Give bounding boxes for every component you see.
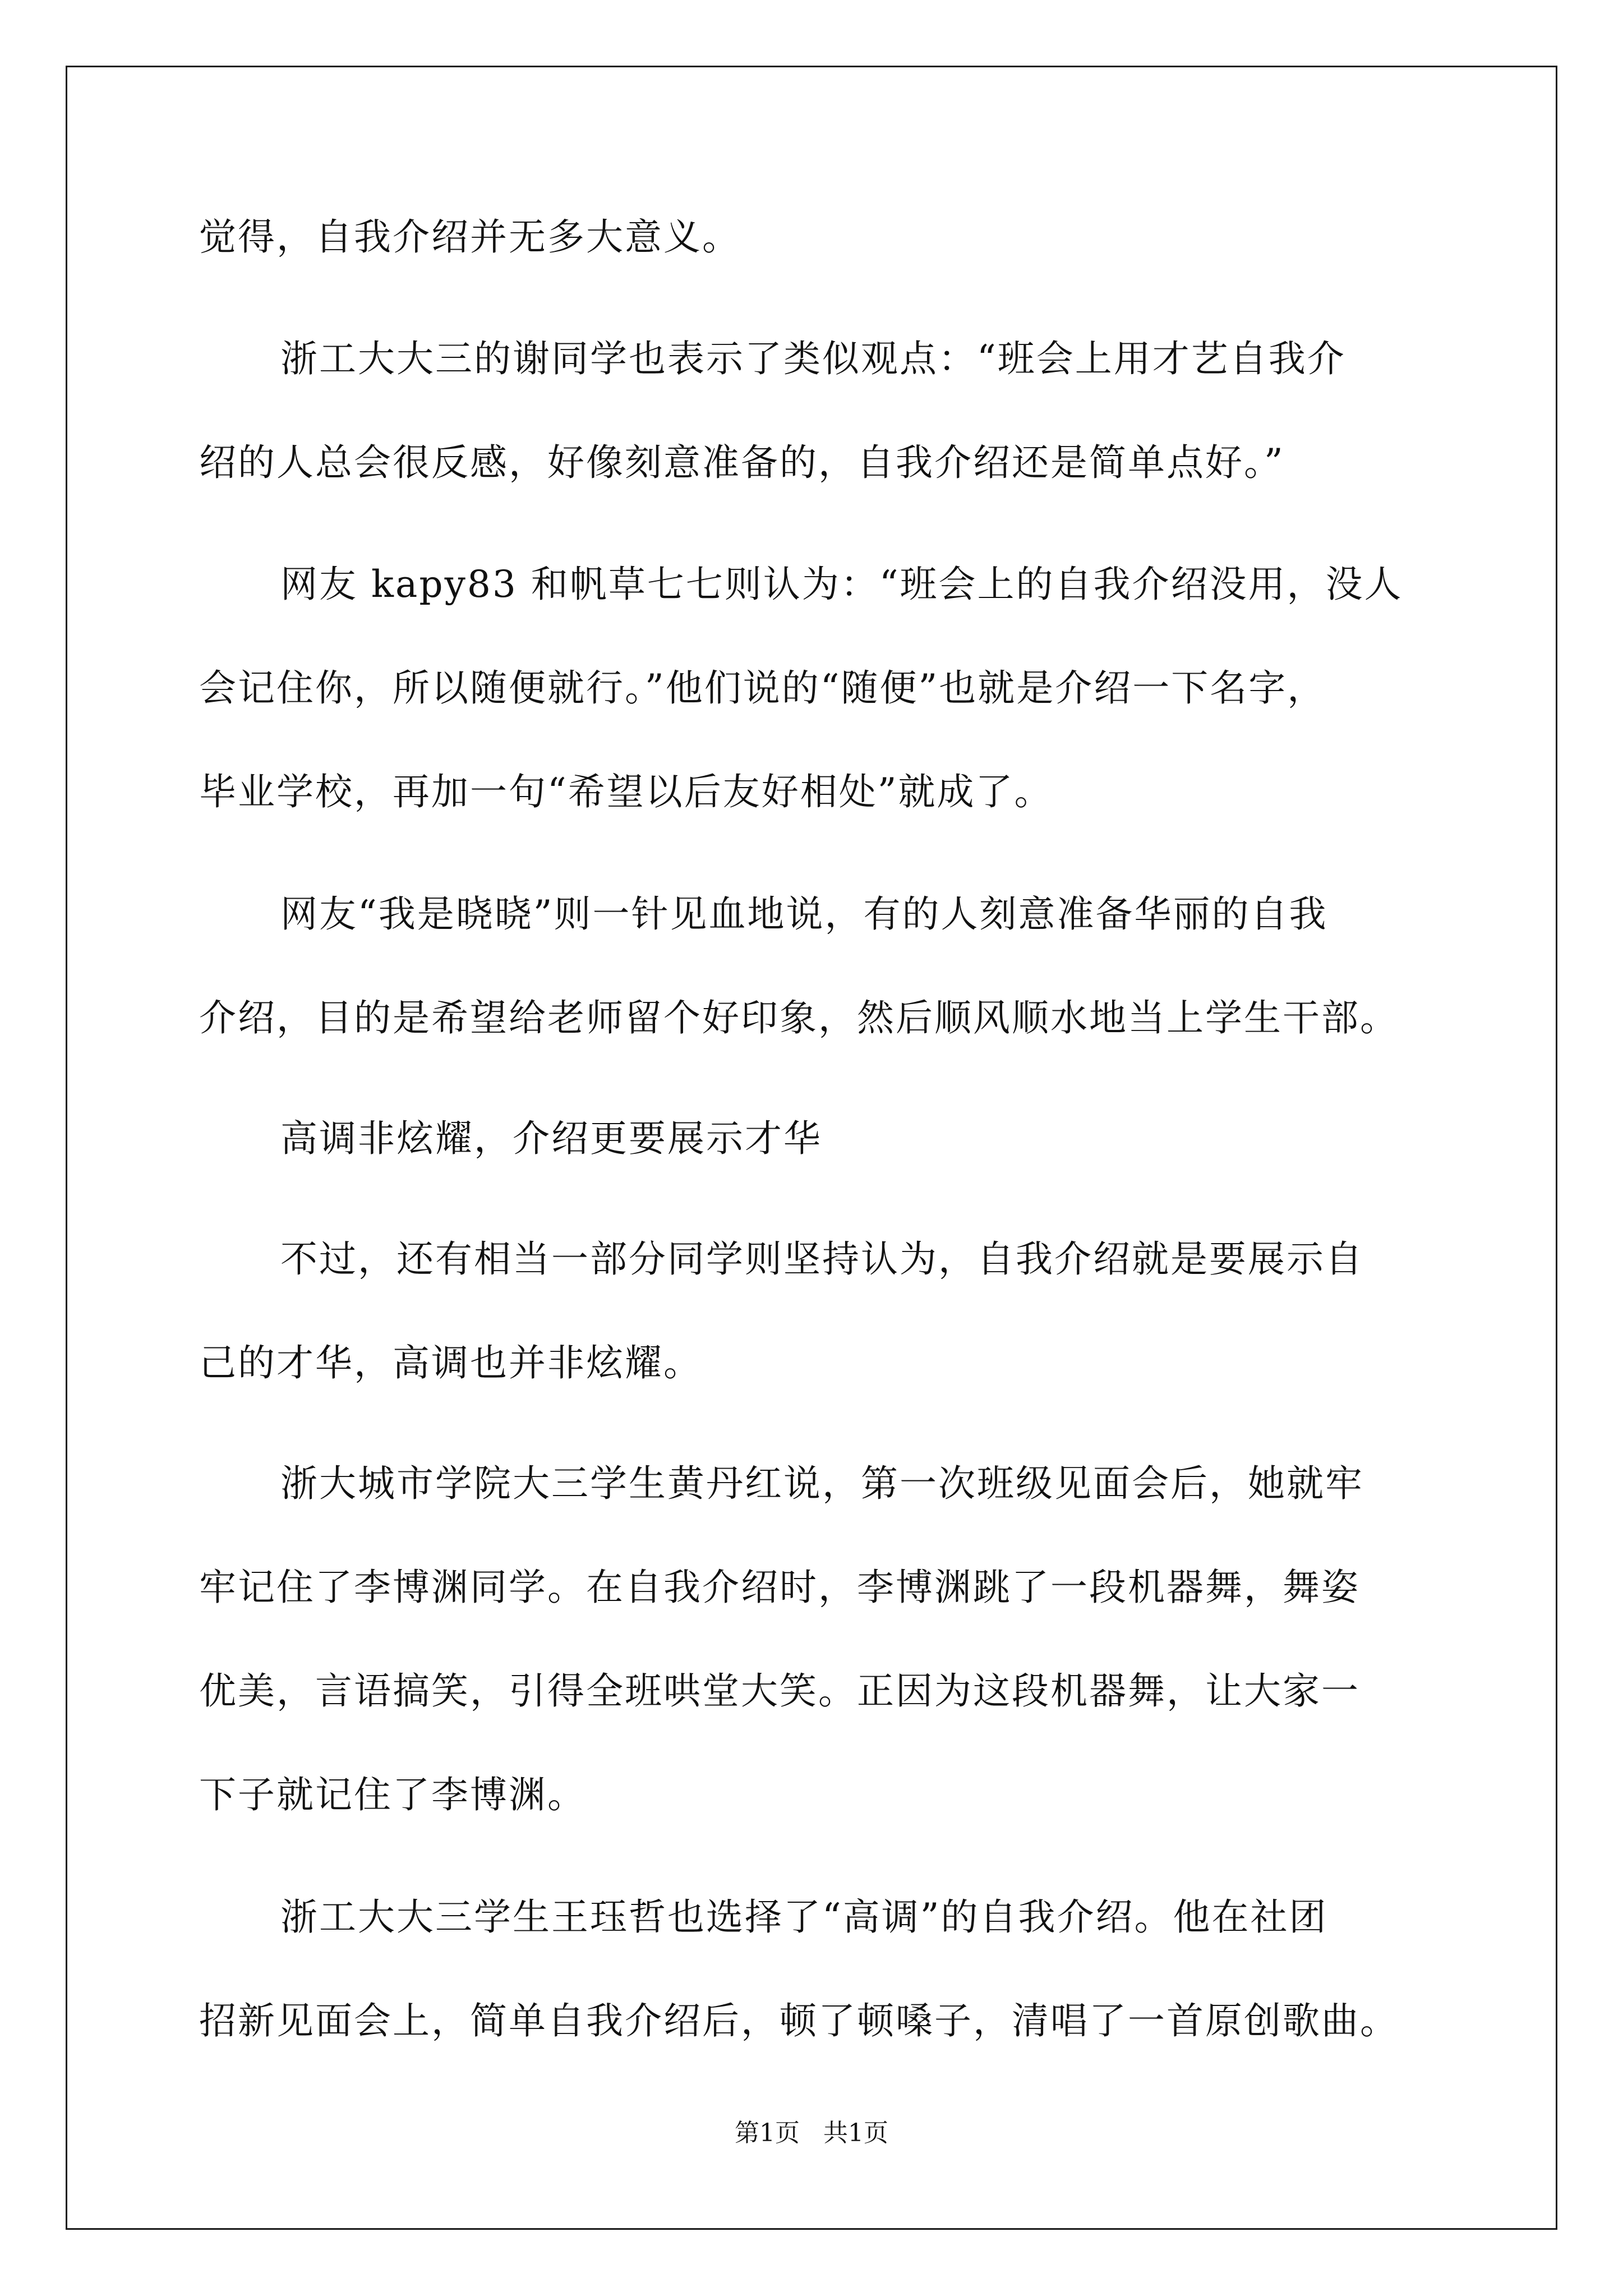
paragraph-line: 优美，言语搞笑，引得全班哄堂大笑。正因为这段机器舞，让大家一 <box>199 1669 1360 1713</box>
paragraph-line: 毕业学校，再加一句“希望以后友好相处”就成了。 <box>199 770 1053 813</box>
paragraph-line: 网友 kapy83 和帆草七七则认为：“班会上的自我介绍没用，没人 <box>280 563 1403 606</box>
paragraph-line: 会记住你，所以随便就行。”他们说的“随便”也就是介绍一下名字， <box>199 666 1326 710</box>
paragraph-line: 不过，还有相当一部分同学则坚持认为，自我介绍就是要展示自 <box>280 1237 1364 1281</box>
paragraph-line: 下子就记住了李博渊。 <box>199 1773 586 1816</box>
paragraph-line: 介绍，目的是希望给老师留个好印象，然后顺风顺水地当上学生干部。 <box>199 996 1399 1039</box>
paragraph-line: 浙大城市学院大三学生黄丹红说，第一次班级见面会后，她就牢 <box>280 1462 1364 1505</box>
paragraph-line: 招新见面会上，简单自我介绍后，顿了顿嗓子，清唱了一首原创歌曲。 <box>199 1999 1399 2042</box>
page-number-footer: 第1页 共1页 <box>735 2119 888 2147</box>
section-heading: 高调非炫耀，介绍更要展示才华 <box>280 1117 822 1160</box>
paragraph-line: 绍的人总会很反感，好像刻意准备的，自我介绍还是简单点好。” <box>199 441 1285 484</box>
paragraph-line: 浙工大大三学生王珏哲也选择了“高调”的自我介绍。他在社团 <box>280 1895 1328 1939</box>
paragraph-line: 浙工大大三的谢同学也表示了类似观点：“班会上用才艺自我介 <box>280 337 1346 380</box>
paragraph-line: 己的才华，高调也并非炫耀。 <box>199 1341 702 1384</box>
paragraph-line: 牢记住了李博渊同学。在自我介绍时，李博渊跳了一段机器舞，舞姿 <box>199 1566 1360 1609</box>
paragraph-line: 网友“我是晓晓”则一针见血地说，有的人刻意准备华丽的自我 <box>280 892 1328 936</box>
paragraph-line: 觉得，自我介绍并无多大意义。 <box>199 215 741 259</box>
